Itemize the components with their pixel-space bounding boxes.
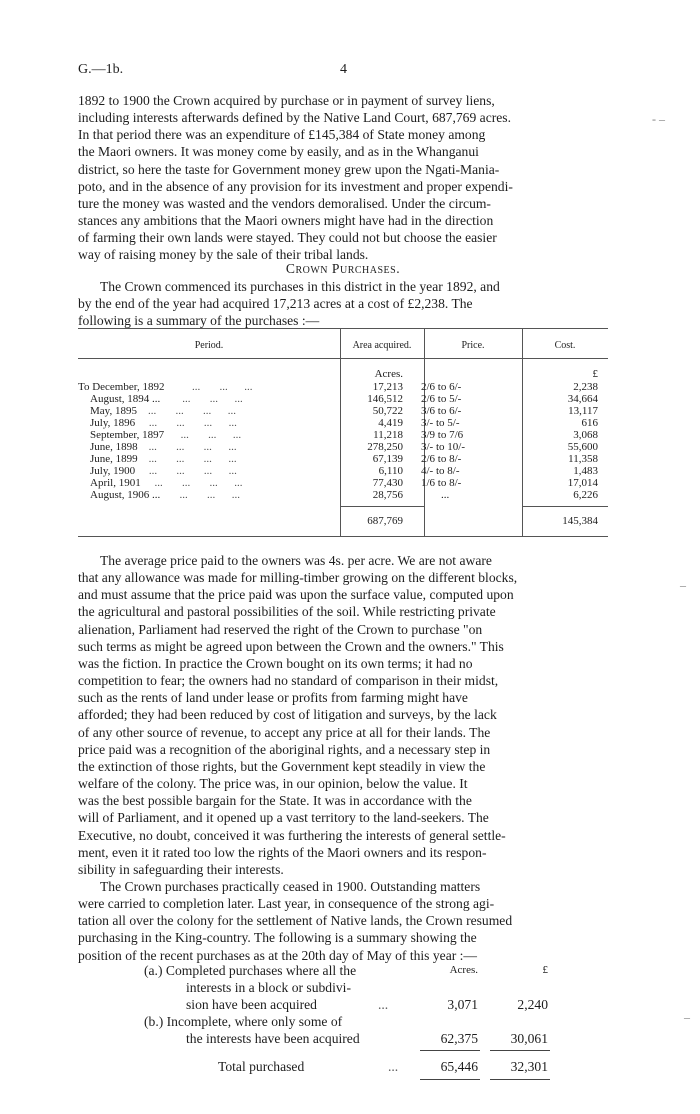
text-line: was the fiction. In practice the Crown bought on its own terms; it had no [78, 655, 473, 671]
table-top-rule [78, 328, 608, 329]
text-line: district, so here the taste for Government money grew upon the Ngati-Mania- [78, 161, 500, 177]
text-line: ment, even it it rated too low the rights of the Maori owners and its respon- [78, 844, 487, 860]
area-unit: Acres. [374, 368, 403, 380]
summary-row-b [78, 1030, 608, 1047]
acres-total-rule [420, 1050, 480, 1051]
cost-cell: 34,664 [567, 393, 598, 405]
text-line: ture the money was wasted and the vendors demoralised. Under the circum- [78, 195, 491, 211]
period-cell: June, 1899 ... ... ... ... [90, 453, 237, 465]
text-line: the extinction of those rights, but the Government kept steadily in view the [78, 758, 486, 774]
text-line: were carried to completion later. Last year, in consequence of the strong agi- [78, 896, 495, 912]
summary-cost: 2,240 [517, 997, 548, 1012]
cost-cell: 616 [581, 417, 598, 429]
cost-total-rule [522, 506, 608, 507]
text-line: competition to fear; the owners had no standard of comparison in their midst, [78, 673, 499, 689]
text-line: tation all over the colony for the settlement of Native lands, the Crown resumed [78, 913, 513, 929]
text-line: welfare of the colony. The price was, in our opinion, below the value. It [78, 776, 468, 792]
page-number: 4 [340, 62, 347, 77]
text-line: including interests afterwards defined by the Native Land Court, 687,769 acres. [78, 110, 511, 126]
text-line: and must assume that the price paid was upon the surface value, computed upon [78, 587, 514, 603]
table-row [78, 393, 608, 405]
area-cell: 67,139 [372, 453, 403, 465]
price-cell: 2/6 to 8/- [421, 453, 462, 465]
table-bottom-rule [78, 536, 608, 537]
cost-final-rule [490, 1079, 550, 1080]
table-row [78, 381, 608, 393]
summary-text: sion have been acquired [186, 997, 317, 1012]
summary-total-row [78, 1058, 608, 1075]
table-totals-row [78, 515, 608, 527]
cost-total-rule [490, 1050, 550, 1051]
summary-text: the interests have been acquired [186, 1031, 360, 1046]
section-intro-paragraph [78, 278, 608, 329]
leader-dots: ... [378, 997, 389, 1012]
text-line: In that period there was an expenditure of £145,384 of State money among [78, 127, 486, 143]
price-cell: 1/6 to 8/- [421, 477, 462, 489]
price-cell: 3/- to 10/- [421, 441, 465, 453]
body-paragraph [78, 552, 608, 964]
total-label: Total purchased [218, 1059, 305, 1074]
price-cell: 2/6 to 5/- [421, 393, 462, 405]
text-line: poto, and in the absence of any provision for its investment and proper expendi- [78, 178, 513, 194]
summary-acres: 62,375 [440, 1031, 478, 1046]
price-cell: 3/6 to 6/- [421, 405, 462, 417]
text-line: purchasing in the King-country. The following is a summary showing the [78, 930, 477, 946]
period-cell: April, 1901 ... ... ... ... [90, 477, 243, 489]
text-line: alienation, Parliament had reserved the right of the Crown to purchase "on [78, 621, 483, 637]
area-total: 687,769 [367, 515, 403, 527]
summary-cost: 30,061 [510, 1031, 548, 1046]
area-cell: 28,756 [372, 489, 403, 501]
area-cell: 4,419 [378, 417, 403, 429]
cost-cell: 13,117 [568, 405, 598, 417]
period-cell: August, 1906 ... ... ... ... [90, 489, 241, 501]
text-line: The Crown commenced its purchases in this district in the year 1892, and [100, 279, 500, 294]
text-line: Executive, no doubt, conceived it was furthering the interests of general settle- [78, 827, 506, 843]
margin-mark: - – [652, 112, 665, 126]
column-header-area: Area acquired. [352, 340, 412, 351]
text-line: The Crown purchases practically ceased in 1900. Outstanding matters [100, 878, 481, 894]
cost-cell: 17,014 [567, 477, 598, 489]
text-line: way of raising money by the sale of their tribal lands. [78, 247, 369, 263]
summary-text: (a.) Completed purchases where all the [144, 963, 357, 978]
margin-mark: – [680, 578, 686, 592]
text-line: sibility in safeguarding their interests. [78, 861, 284, 877]
text-line: price paid was a recognition of the aboriginal rights, and a necessary step in [78, 741, 491, 757]
period-cell: To December, 1892 ... ... ... [78, 381, 253, 393]
table-row [78, 465, 608, 477]
summary-row-b [78, 1013, 608, 1030]
text-line: position of the recent purchases as at the 20th day of May of this year :— [78, 947, 478, 963]
price-cell: 2/6 to 6/- [421, 381, 462, 393]
cost-total: 145,384 [562, 515, 598, 527]
text-line: the agricultural and pastoral possibilities of the soil. While restricting private [78, 604, 496, 620]
text-line: the Maori owners. It was money come by easily, and as in the Whanganui [78, 144, 479, 160]
table-row [78, 417, 608, 429]
text-line: The average price paid to the owners was 4s. per acre. We are not aware [100, 553, 492, 568]
period-cell: July, 1900 ... ... ... ... [90, 465, 237, 477]
period-cell: September, 1897 ... ... ... [90, 429, 242, 441]
area-cell: 17,213 [372, 381, 403, 393]
document-reference: G.—1b. [78, 62, 124, 77]
summary-text: interests in a block or subdivi- [186, 980, 351, 995]
text-line: of farming their own lands were stayed. They could not but choose the easier [78, 230, 497, 246]
cost-column-header: £ [542, 964, 548, 976]
leader-dots: ... [388, 1059, 399, 1074]
intro-paragraph [78, 92, 608, 264]
column-header-cost: Cost. [554, 340, 576, 351]
acres-column-header: Acres. [449, 964, 478, 976]
table-row [78, 429, 608, 441]
cost-cell: 6,226 [573, 489, 598, 501]
column-header-price: Price. [461, 340, 485, 351]
table-row [78, 441, 608, 453]
cost-cell: 3,068 [573, 429, 598, 441]
summary-text: (b.) Incomplete, where only some of [144, 1014, 343, 1029]
period-cell: May, 1895 ... ... ... ... [90, 405, 236, 417]
page-header [78, 62, 608, 82]
table-row [78, 489, 608, 501]
table-units-row [78, 368, 608, 380]
area-cell: 11,218 [373, 429, 403, 441]
period-cell: June, 1898 ... ... ... ... [90, 441, 237, 453]
text-line: will of Parliament, and it opened up a vast territory to the land-seekers. The [78, 810, 489, 826]
text-line: was the best possible bargain for the State. It was in accordance with the [78, 793, 472, 809]
total-acres: 65,446 [440, 1059, 478, 1074]
text-line: of any other source of revenue, to accept any price at all for their lands. The [78, 724, 491, 740]
area-cell: 278,250 [367, 441, 403, 453]
table-header-rule [78, 358, 608, 359]
table-row [78, 477, 608, 489]
table-row [78, 405, 608, 417]
area-cell: 6,110 [378, 465, 403, 477]
table-row [78, 453, 608, 465]
price-cell: 4/- to 8/- [421, 465, 460, 477]
section-heading: Crown Purchases. [285, 261, 401, 276]
summary-row-a [78, 979, 608, 996]
price-cell: 3/- to 5/- [421, 417, 460, 429]
price-cell: ... [441, 489, 450, 501]
text-line: by the end of the year had acquired 17,213 acres at a cost of £2,238. The [78, 296, 473, 312]
area-total-rule [340, 506, 424, 507]
area-cell: 146,512 [367, 393, 403, 405]
summary-row-a [78, 962, 608, 979]
area-cell: 77,430 [372, 477, 403, 489]
period-cell: July, 1896 ... ... ... ... [90, 417, 237, 429]
cost-cell: 55,600 [567, 441, 598, 453]
text-line: afforded; they had been reduced by cost of litigation and surveys, by the lack [78, 707, 497, 723]
cost-cell: 2,238 [573, 381, 598, 393]
price-cell: 3/9 to 7/6 [421, 429, 464, 441]
text-line: such as the rents of land under lease or profits from farming might have [78, 690, 468, 706]
text-line: stances any ambitions that the Maori owners might have had in the direction [78, 213, 494, 229]
cost-cell: 1,483 [573, 465, 598, 477]
margin-mark: – [684, 1010, 690, 1024]
summary-row-a [78, 996, 608, 1013]
text-line: following is a summary of the purchases :— [78, 313, 320, 329]
cost-cell: 11,358 [568, 453, 598, 465]
cost-unit: £ [592, 368, 598, 380]
text-line: such terms as might be agreed upon between the Crown and the owners." This [78, 638, 504, 654]
total-cost: 32,301 [510, 1059, 548, 1074]
area-cell: 50,722 [372, 405, 403, 417]
summary-acres: 3,071 [447, 997, 478, 1012]
text-line: that any allowance was made for milling-timber growing on the different blocks, [78, 570, 518, 586]
acres-final-rule [420, 1079, 480, 1080]
column-header-period: Period. [194, 340, 224, 351]
period-cell: August, 1894 ... ... ... ... [90, 393, 243, 405]
text-line: 1892 to 1900 the Crown acquired by purchase or in payment of survey liens, [78, 93, 495, 108]
